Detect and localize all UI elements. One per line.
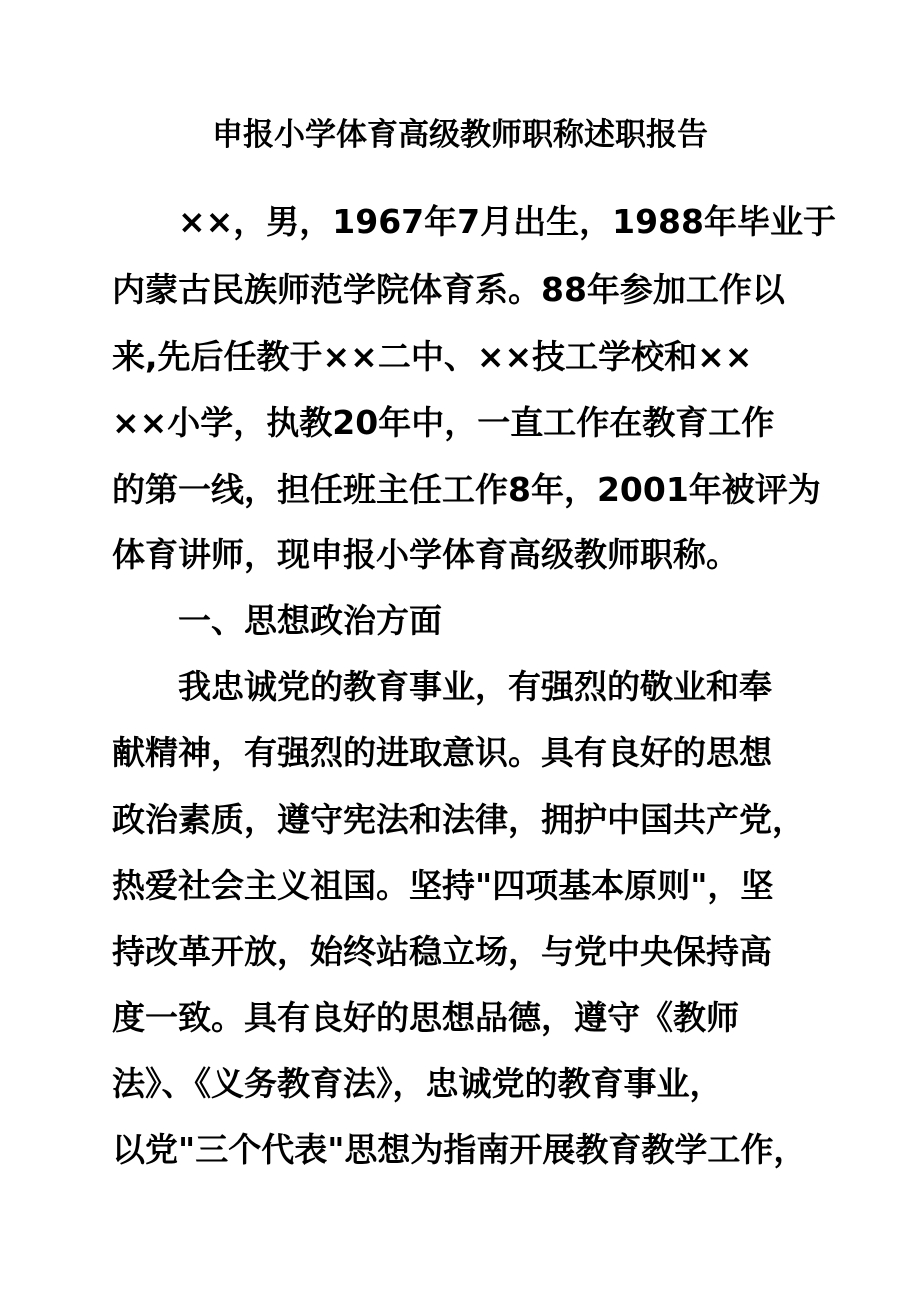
paragraph-2-line-1: 我忠诚党的教育事业，有强烈的敬业和奉 (178, 667, 772, 706)
paragraph-2-line-7: 法》、《义务教育法》，忠诚党的教育事业， (112, 1064, 723, 1103)
paragraph-1-line-2: 内蒙古民族师范学院体育系。88年参加工作以 (112, 270, 785, 309)
paragraph-2-line-5: 持改革开放，始终站稳立场，与党中央保持高 (112, 932, 772, 971)
paragraph-1-line-1: ××，男，1967年7月出生，1988年毕业于 (178, 202, 836, 241)
paragraph-2-line-8: 以党"三个代表"思想为指南开展教育教学工作， (112, 1130, 807, 1169)
paragraph-1-line-3: 来,先后任教于××二中、××技工学校和×× (112, 337, 753, 376)
section-heading: 一、思想政治方面 (178, 601, 442, 640)
paragraph-2-line-3: 政治素质，遵守宪法和法律，拥护中国共产党， (112, 800, 805, 839)
paragraph-2-line-6: 度一致。具有良好的思想品德，遵守《教师 (112, 998, 739, 1037)
paragraph-1-line-6: 体育讲师，现申报小学体育高级教师职称。 (112, 535, 739, 574)
document-title: 申报小学体育高级教师职称述职报告 (212, 117, 708, 153)
paragraph-1-line-5: 的第一线，担任班主任工作8年，2001年被评为 (112, 470, 821, 509)
paragraph-1-line-4: ××小学，执教20年中，一直工作在教育工作 (112, 403, 775, 442)
paragraph-2-line-4: 热爱社会主义祖国。坚持"四项基本原则"，坚 (112, 866, 774, 905)
paragraph-2-line-2: 献精神，有强烈的进取意识。具有良好的思想 (112, 733, 772, 772)
